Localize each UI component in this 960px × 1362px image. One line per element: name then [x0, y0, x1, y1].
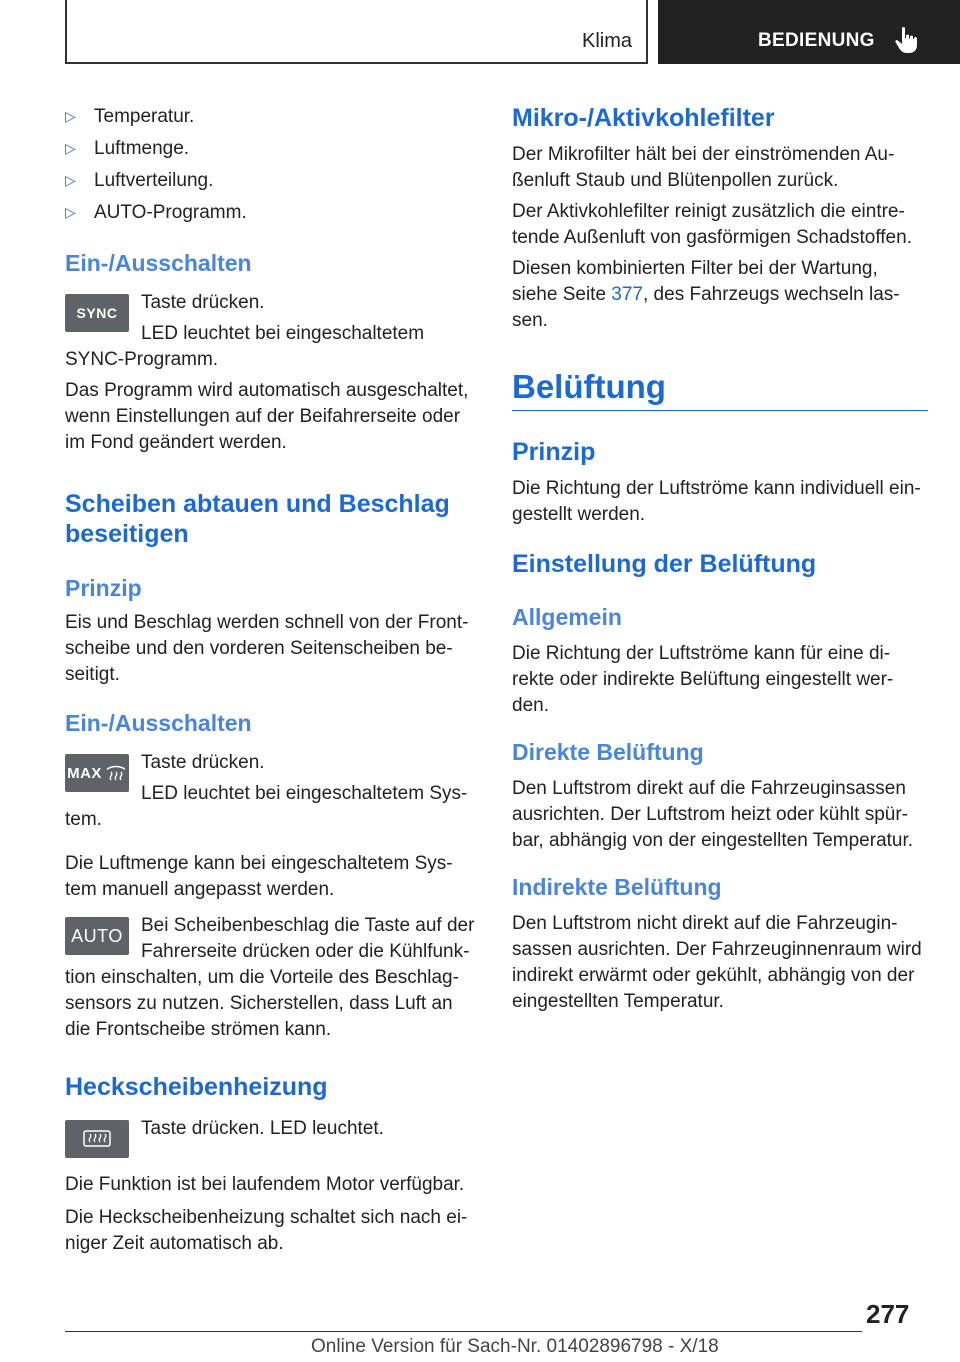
text-line: Der Aktivkohlefilter reinigt zusätzlich die eintre-: [512, 201, 905, 222]
auto-button-image: AUTO: [65, 917, 129, 955]
section-heading: Ein-/Ausschalten: [65, 710, 252, 736]
header-chapter-title: BEDIENUNG: [758, 30, 875, 51]
text-line: die Frontscheibe strömen kann.: [65, 1019, 332, 1040]
text-line: im Fond geändert werden.: [65, 432, 287, 453]
text-line: sen.: [512, 310, 548, 331]
chapter-title: Belüftung: [512, 368, 666, 405]
text-line: LED leuchtet bei eingeschaltetem: [141, 323, 425, 344]
text-line: LED leuchtet bei eingeschaltetem Sys-: [141, 783, 468, 804]
section-title: Mikro-/Aktivkohlefilter: [512, 104, 775, 132]
text-line: Bei Scheibenbeschlag die Taste auf der: [141, 915, 475, 936]
rear-defrost-button-image: [65, 1120, 129, 1158]
text-line: SYNC-Programm.: [65, 349, 219, 370]
text-line: rekte oder indirekte Belüftung eingestellt wer-: [512, 669, 894, 690]
text-line: Taste drücken. LED leuchtet.: [141, 1118, 384, 1139]
triangle-bullet-icon: ▷: [65, 204, 76, 220]
text-line: Der Mikrofilter hält bei der einströmenden Au-: [512, 144, 895, 165]
text-line: Fahrerseite drücken oder die Kühlfunk-: [141, 941, 470, 962]
header-section-title: Klima: [581, 30, 632, 52]
text-line: niger Zeit automatisch ab.: [65, 1233, 284, 1254]
text-line: Den Luftstrom direkt auf die Fahrzeuginsassen: [512, 778, 906, 799]
text-line: Die Funktion ist bei laufendem Motor verfügbar.: [65, 1174, 465, 1195]
text-line: Taste drücken.: [141, 752, 265, 773]
text-line: Eis und Beschlag werden schnell von der Front-: [65, 612, 469, 633]
section-title: beseitigen: [65, 520, 189, 548]
pointing-hand-icon: [894, 26, 920, 54]
text-line: den.: [512, 695, 549, 716]
section-heading: Ein-/Ausschalten: [65, 250, 252, 276]
text-line: Taste drücken.: [141, 292, 265, 313]
text-line: ßenluft Staub und Blütenpollen zurück.: [512, 170, 839, 191]
header-section-box: [65, 0, 648, 64]
triangle-bullet-icon: ▷: [65, 140, 76, 156]
text-line: bar, abhängig von der eingestellten Temperatur.: [512, 830, 914, 851]
text-line: Die Richtung der Luftströme kann individuell ein-: [512, 478, 921, 499]
header-chapter-box: [658, 0, 960, 64]
footer-version: Online Version für Sach-Nr. 01402896798 - X/18: [311, 1336, 719, 1357]
section-heading: Allgemein: [512, 604, 622, 630]
text-line: tem.: [65, 809, 102, 830]
text-line: wenn Einstellungen auf der Beifahrerseite oder: [65, 406, 461, 427]
max-defrost-button-image: MAX: [65, 754, 129, 792]
section-title: Einstellung der Belüftung: [512, 550, 817, 578]
triangle-bullet-icon: ▷: [65, 108, 76, 124]
text-line: Diesen kombinierten Filter bei der Wartung,: [512, 258, 878, 279]
footer-divider: [65, 1331, 862, 1332]
text-line: sassen ausrichten. Der Fahrzeuginnenraum wird: [512, 939, 922, 960]
text-line: ausrichten. Der Luftstrom heizt oder kühlt spür-: [512, 804, 909, 825]
text-line: Das Programm wird automatisch ausgeschaltet,: [65, 380, 469, 401]
text-line: tende Außenluft von gasförmigen Schadstoffen.: [512, 227, 912, 248]
rear-window-defrost-icon: [81, 1128, 113, 1150]
page-number: 277: [866, 1299, 910, 1329]
section-heading: Prinzip: [512, 438, 596, 466]
page-link[interactable]: 377: [611, 284, 643, 305]
section-title: Scheiben abtauen und Beschlag: [65, 490, 450, 518]
text-line: siehe Seite 377, des Fahrzeugs wechseln las-: [512, 284, 900, 305]
text-line: indirekt erwärmt oder gekühlt, abhängig von der: [512, 965, 915, 986]
section-heading: Indirekte Belüftung: [512, 874, 722, 900]
section-title: Heckscheibenheizung: [65, 1073, 328, 1101]
title-underline: [512, 410, 928, 411]
text-line: Den Luftstrom nicht direkt auf die Fahrzeugin-: [512, 913, 898, 934]
text-line: eingestellten Temperatur.: [512, 991, 724, 1012]
text-line: tem manuell angepasst werden.: [65, 879, 335, 900]
section-heading: Prinzip: [65, 575, 142, 601]
text-line: Die Luftmenge kann bei eingeschaltetem Sys-: [65, 853, 453, 874]
section-heading: Direkte Belüftung: [512, 739, 704, 765]
windshield-defrost-icon: [105, 764, 127, 782]
text-line: Die Richtung der Luftströme kann für eine di-: [512, 643, 891, 664]
text-line: seitigt.: [65, 664, 120, 685]
sync-button-image: SYNC: [65, 294, 129, 332]
text-line: tion einschalten, um die Vorteile des Beschlag-: [65, 967, 459, 988]
text-line: scheibe und den vorderen Seitenscheiben be-: [65, 638, 453, 659]
text-line: sensors zu nutzen. Sicherstellen, dass Luft an: [65, 993, 453, 1014]
text-line: gestellt werden.: [512, 504, 646, 525]
triangle-bullet-icon: ▷: [65, 172, 76, 188]
text-line: Die Heckscheibenheizung schaltet sich nach ei-: [65, 1207, 468, 1228]
